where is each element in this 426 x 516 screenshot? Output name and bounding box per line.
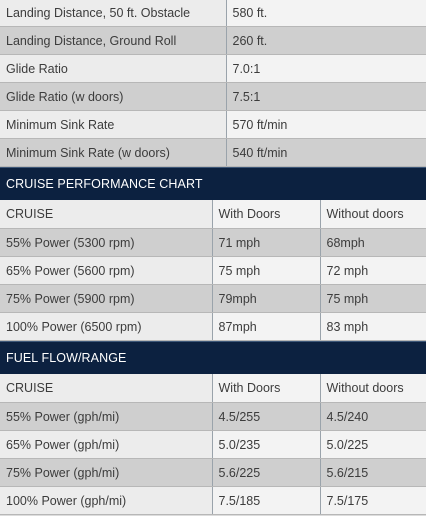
specs-table (0, 0, 426, 167)
table-row (0, 229, 426, 257)
without-doors-cell: 5.0/225 (320, 431, 426, 459)
power-setting-cell: 100% Power (6500 rpm) (0, 313, 212, 341)
without-doors-column-header: Without doors (320, 200, 426, 229)
spec-value: 570 ft/min (226, 111, 426, 139)
column-header-row (0, 200, 426, 229)
spec-label: Landing Distance, Ground Roll (0, 27, 226, 55)
with-doors-cell: 5.0/235 (212, 431, 320, 459)
table-row (0, 257, 426, 285)
with-doors-cell: 71 mph (212, 229, 320, 257)
spec-label: Minimum Sink Rate (0, 111, 226, 139)
power-setting-cell: 65% Power (5600 rpm) (0, 257, 212, 285)
without-doors-cell: 83 mph (320, 313, 426, 341)
spec-value: 7.5:1 (226, 83, 426, 111)
power-setting-cell: 75% Power (gph/mi) (0, 459, 212, 487)
power-setting-cell: 65% Power (gph/mi) (0, 431, 212, 459)
table-row (0, 431, 426, 459)
table-row (0, 285, 426, 313)
spec-row (0, 27, 426, 55)
spec-row (0, 55, 426, 83)
spec-row (0, 0, 426, 27)
spec-label: Minimum Sink Rate (w doors) (0, 139, 226, 167)
table-row (0, 403, 426, 431)
cruise-section-title: CRUISE PERFORMANCE CHART (0, 167, 426, 200)
with-doors-column-header: With Doors (212, 374, 320, 403)
table-row (0, 313, 426, 341)
spec-label: Landing Distance, 50 ft. Obstacle (0, 0, 226, 27)
spec-value: 540 ft/min (226, 139, 426, 167)
with-doors-cell: 4.5/255 (212, 403, 320, 431)
with-doors-cell: 7.5/185 (212, 487, 320, 515)
with-doors-cell: 79mph (212, 285, 320, 313)
spec-value: 260 ft. (226, 27, 426, 55)
spec-label: Glide Ratio (0, 55, 226, 83)
cruise-performance-table (0, 200, 426, 341)
table-row (0, 487, 426, 515)
column-header-row (0, 374, 426, 403)
with-doors-cell: 87mph (212, 313, 320, 341)
with-doors-column-header: With Doors (212, 200, 320, 229)
with-doors-cell: 5.6/225 (212, 459, 320, 487)
without-doors-cell: 72 mph (320, 257, 426, 285)
power-setting-cell: 55% Power (gph/mi) (0, 403, 212, 431)
spec-label: Glide Ratio (w doors) (0, 83, 226, 111)
power-setting-cell: 55% Power (5300 rpm) (0, 229, 212, 257)
spec-row (0, 83, 426, 111)
table-row (0, 459, 426, 487)
power-setting-cell: 100% Power (gph/mi) (0, 487, 212, 515)
spec-row (0, 139, 426, 167)
fuel-flow-table (0, 374, 426, 515)
spec-value: 580 ft. (226, 0, 426, 27)
without-doors-cell: 7.5/175 (320, 487, 426, 515)
cruise-column-header: CRUISE (0, 374, 212, 403)
spec-value: 7.0:1 (226, 55, 426, 83)
cruise-column-header: CRUISE (0, 200, 212, 229)
without-doors-column-header: Without doors (320, 374, 426, 403)
without-doors-cell: 68mph (320, 229, 426, 257)
without-doors-cell: 4.5/240 (320, 403, 426, 431)
without-doors-cell: 75 mph (320, 285, 426, 313)
power-setting-cell: 75% Power (5900 rpm) (0, 285, 212, 313)
spec-row (0, 111, 426, 139)
with-doors-cell: 75 mph (212, 257, 320, 285)
without-doors-cell: 5.6/215 (320, 459, 426, 487)
fuel-section-title: FUEL FLOW/RANGE (0, 341, 426, 374)
